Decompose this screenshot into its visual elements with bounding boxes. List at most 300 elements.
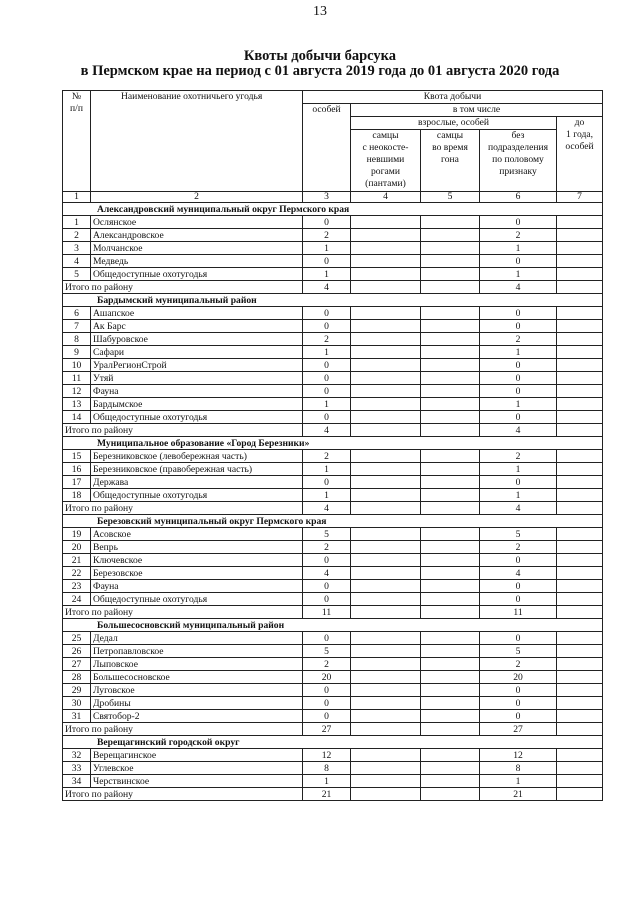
district-total-label: Итого по району (63, 424, 303, 437)
hunting-ground-name: Черствинское (91, 775, 303, 788)
table-row (63, 398, 603, 411)
table-row (63, 359, 603, 372)
quota-total: 5 (303, 645, 351, 658)
quota-col4 (351, 541, 421, 554)
row-number: 11 (63, 372, 91, 385)
section-header-row (63, 619, 603, 632)
quota-col4 (351, 775, 421, 788)
quota-col6: 2 (480, 450, 557, 463)
hunting-ground-name: Фауна (91, 385, 303, 398)
quota-col6: 0 (480, 372, 557, 385)
hunting-ground-name: Сафари (91, 346, 303, 359)
quota-total: 1 (303, 775, 351, 788)
row-number: 34 (63, 775, 91, 788)
table-row (63, 216, 603, 229)
quota-col6: 0 (480, 307, 557, 320)
table-row (63, 658, 603, 671)
district-total-row (63, 424, 603, 437)
table-row (63, 489, 603, 502)
quota-col4 (351, 307, 421, 320)
district-total-value: 4 (303, 281, 351, 294)
table-row (63, 632, 603, 645)
quota-col7 (557, 684, 603, 697)
quota-col6: 0 (480, 684, 557, 697)
quota-col5 (421, 710, 480, 723)
quota-col6: 1 (480, 775, 557, 788)
quota-total: 1 (303, 346, 351, 359)
quota-col4 (351, 411, 421, 424)
quota-col5 (421, 320, 480, 333)
header-quota: Квота добычи (303, 91, 603, 104)
district-total-row (63, 606, 603, 619)
district-total-col6: 4 (480, 502, 557, 515)
quota-col6: 0 (480, 710, 557, 723)
quota-total: 0 (303, 385, 351, 398)
hunting-ground-name: Верещагинское (91, 749, 303, 762)
quota-col4 (351, 671, 421, 684)
quota-col7 (557, 554, 603, 567)
row-number: 30 (63, 697, 91, 710)
quota-col7 (557, 385, 603, 398)
quota-col6: 4 (480, 567, 557, 580)
quota-col6: 0 (480, 359, 557, 372)
quota-total: 0 (303, 710, 351, 723)
hunting-ground-name: Асовское (91, 528, 303, 541)
quota-col6: 1 (480, 242, 557, 255)
quota-col4 (351, 567, 421, 580)
quota-col7 (557, 268, 603, 281)
district-total-col6: 4 (480, 281, 557, 294)
table-row (63, 762, 603, 775)
quota-col7 (557, 710, 603, 723)
quota-col4 (351, 723, 421, 736)
row-number: 18 (63, 489, 91, 502)
quota-col5 (421, 333, 480, 346)
district-total-value: 4 (303, 424, 351, 437)
quota-col5 (421, 242, 480, 255)
row-number: 21 (63, 554, 91, 567)
quota-col5 (421, 671, 480, 684)
quota-total: 0 (303, 697, 351, 710)
quota-col4 (351, 255, 421, 268)
hunting-ground-name: Березовское (91, 567, 303, 580)
quota-col5 (421, 229, 480, 242)
quota-col7 (557, 775, 603, 788)
quota-col5 (421, 476, 480, 489)
quota-col4 (351, 398, 421, 411)
quota-total: 0 (303, 593, 351, 606)
quota-col7 (557, 346, 603, 359)
district-total-value: 4 (303, 502, 351, 515)
quota-col7 (557, 450, 603, 463)
hunting-ground-name: Углевское (91, 762, 303, 775)
quota-col7 (557, 671, 603, 684)
row-number: 14 (63, 411, 91, 424)
quota-total: 1 (303, 489, 351, 502)
quota-col4 (351, 320, 421, 333)
quota-col4 (351, 593, 421, 606)
table-row (63, 255, 603, 268)
hunting-ground-name: Ослянское (91, 216, 303, 229)
quota-col5 (421, 567, 480, 580)
row-number: 4 (63, 255, 91, 268)
quota-col6: 1 (480, 268, 557, 281)
quota-col7 (557, 645, 603, 658)
quota-col5 (421, 398, 480, 411)
header-total: особей (303, 104, 351, 192)
col-number: 7 (557, 192, 603, 203)
quota-col4 (351, 554, 421, 567)
hunting-ground-name: Молчанское (91, 242, 303, 255)
quota-col4 (351, 788, 421, 801)
hunting-ground-name: Березниковское (правобережная часть) (91, 463, 303, 476)
district-total-col6: 21 (480, 788, 557, 801)
quota-col4 (351, 450, 421, 463)
quota-total: 0 (303, 216, 351, 229)
section-title: Александровский муниципальный округ Пермского края (63, 203, 603, 216)
table-row (63, 697, 603, 710)
quota-col6: 2 (480, 333, 557, 346)
quota-col7 (557, 424, 603, 437)
quota-col4 (351, 697, 421, 710)
quota-col5 (421, 385, 480, 398)
quota-col7 (557, 632, 603, 645)
quota-col7 (557, 255, 603, 268)
table-row (63, 229, 603, 242)
section-header-row (63, 203, 603, 216)
hunting-ground-name: Александровское (91, 229, 303, 242)
quota-col6: 5 (480, 645, 557, 658)
quota-col4 (351, 242, 421, 255)
col-number: 2 (91, 192, 303, 203)
table-row (63, 684, 603, 697)
row-number: 24 (63, 593, 91, 606)
row-number: 27 (63, 658, 91, 671)
quota-col5 (421, 346, 480, 359)
quota-col7 (557, 307, 603, 320)
table-row (63, 333, 603, 346)
quota-col5 (421, 723, 480, 736)
quota-col6: 1 (480, 346, 557, 359)
quota-col4 (351, 424, 421, 437)
quota-total: 0 (303, 554, 351, 567)
quota-col5 (421, 268, 480, 281)
section-title: Муниципальное образование «Город Березники» (63, 437, 603, 450)
quota-col6: 0 (480, 476, 557, 489)
quota-total: 8 (303, 762, 351, 775)
row-number: 15 (63, 450, 91, 463)
quota-col7 (557, 281, 603, 294)
district-total-label: Итого по району (63, 502, 303, 515)
quota-col4 (351, 606, 421, 619)
district-total-label: Итого по району (63, 788, 303, 801)
table-row (63, 567, 603, 580)
quota-col7 (557, 463, 603, 476)
hunting-ground-name: Дробины (91, 697, 303, 710)
hunting-ground-name: Ак Барс (91, 320, 303, 333)
table-row (63, 749, 603, 762)
quota-col4 (351, 710, 421, 723)
quota-col4 (351, 645, 421, 658)
quota-col4 (351, 528, 421, 541)
quota-col5 (421, 489, 480, 502)
district-total-label: Итого по району (63, 606, 303, 619)
quota-total: 0 (303, 307, 351, 320)
table-row (63, 268, 603, 281)
quota-col6: 0 (480, 593, 557, 606)
section-title: Бардымский муниципальный район (63, 294, 603, 307)
quota-col4 (351, 749, 421, 762)
district-total-value: 11 (303, 606, 351, 619)
hunting-ground-name: Лыповское (91, 658, 303, 671)
quota-col5 (421, 593, 480, 606)
row-number: 25 (63, 632, 91, 645)
quota-col4 (351, 463, 421, 476)
hunting-ground-name: Держава (91, 476, 303, 489)
quota-col6: 0 (480, 580, 557, 593)
quota-col7 (557, 788, 603, 801)
section-header-row (63, 294, 603, 307)
hunting-ground-name: УралРегионСтрой (91, 359, 303, 372)
quota-col7 (557, 723, 603, 736)
table-row (63, 411, 603, 424)
quota-col6: 8 (480, 762, 557, 775)
quota-col5 (421, 749, 480, 762)
quota-col5 (421, 606, 480, 619)
header-col4: самцы с неокосте- невшими рогами (пантами) (351, 130, 421, 192)
hunting-ground-name: Общедоступные охотугодья (91, 268, 303, 281)
quota-col7 (557, 333, 603, 346)
quota-col4 (351, 372, 421, 385)
row-number: 16 (63, 463, 91, 476)
hunting-ground-name: Общедоступные охотугодья (91, 411, 303, 424)
quota-col5 (421, 307, 480, 320)
hunting-ground-name: Луговское (91, 684, 303, 697)
quota-total: 12 (303, 749, 351, 762)
table-row (63, 346, 603, 359)
district-total-label: Итого по району (63, 281, 303, 294)
table-row (63, 775, 603, 788)
row-number: 1 (63, 216, 91, 229)
quota-total: 2 (303, 541, 351, 554)
quota-col7 (557, 372, 603, 385)
quota-col5 (421, 775, 480, 788)
hunting-ground-name: Петропавловское (91, 645, 303, 658)
section-header-row (63, 437, 603, 450)
row-number: 17 (63, 476, 91, 489)
quota-col6: 0 (480, 320, 557, 333)
quota-col5 (421, 697, 480, 710)
table-row (63, 528, 603, 541)
quota-col5 (421, 216, 480, 229)
district-total-col6: 4 (480, 424, 557, 437)
district-total-value: 27 (303, 723, 351, 736)
table-row (63, 450, 603, 463)
row-number: 13 (63, 398, 91, 411)
quota-col6: 1 (480, 463, 557, 476)
row-number: 23 (63, 580, 91, 593)
table-row (63, 307, 603, 320)
quota-col4 (351, 502, 421, 515)
quota-total: 1 (303, 268, 351, 281)
quota-total: 2 (303, 229, 351, 242)
quota-col4 (351, 385, 421, 398)
row-number: 5 (63, 268, 91, 281)
row-number: 19 (63, 528, 91, 541)
table-row (63, 671, 603, 684)
table-row (63, 385, 603, 398)
quota-col4 (351, 333, 421, 346)
row-number: 2 (63, 229, 91, 242)
quota-col4 (351, 762, 421, 775)
hunting-ground-name: Бардымское (91, 398, 303, 411)
quota-col5 (421, 541, 480, 554)
quota-col6: 2 (480, 229, 557, 242)
col-number: 1 (63, 192, 91, 203)
quota-col7 (557, 489, 603, 502)
district-total-value: 21 (303, 788, 351, 801)
quota-col5 (421, 658, 480, 671)
quota-col7 (557, 359, 603, 372)
quota-col6: 0 (480, 632, 557, 645)
quota-col4 (351, 281, 421, 294)
hunting-ground-name: Фауна (91, 580, 303, 593)
quota-col5 (421, 359, 480, 372)
district-total-row (63, 723, 603, 736)
row-number: 6 (63, 307, 91, 320)
quota-col7 (557, 658, 603, 671)
header-name: Наименование охотничьего угодья (91, 91, 303, 192)
quota-col5 (421, 762, 480, 775)
row-number: 28 (63, 671, 91, 684)
row-number: 3 (63, 242, 91, 255)
header-including: в том числе (351, 104, 603, 117)
quota-col6: 2 (480, 541, 557, 554)
table-row (63, 554, 603, 567)
district-total-col6: 11 (480, 606, 557, 619)
quota-total: 2 (303, 450, 351, 463)
quota-col7 (557, 242, 603, 255)
hunting-ground-name: Ашапское (91, 307, 303, 320)
quota-total: 4 (303, 567, 351, 580)
quota-col5 (421, 554, 480, 567)
hunting-ground-name: Утяй (91, 372, 303, 385)
quota-col7 (557, 528, 603, 541)
quota-col5 (421, 788, 480, 801)
district-total-row (63, 502, 603, 515)
row-number: 7 (63, 320, 91, 333)
quota-col4 (351, 580, 421, 593)
quota-col4 (351, 216, 421, 229)
table-row (63, 242, 603, 255)
quota-col7 (557, 541, 603, 554)
quota-col5 (421, 424, 480, 437)
quota-col5 (421, 255, 480, 268)
hunting-ground-name: Березниковское (левобережная часть) (91, 450, 303, 463)
quota-col7 (557, 320, 603, 333)
quota-col7 (557, 749, 603, 762)
quota-col7 (557, 476, 603, 489)
table-row (63, 463, 603, 476)
quota-col6: 1 (480, 398, 557, 411)
col-number: 5 (421, 192, 480, 203)
quota-col6: 0 (480, 216, 557, 229)
quota-col5 (421, 502, 480, 515)
quota-col7 (557, 580, 603, 593)
quota-table (62, 90, 603, 801)
section-header-row (63, 515, 603, 528)
table-row (63, 593, 603, 606)
quota-col7 (557, 229, 603, 242)
quota-col7 (557, 502, 603, 515)
header-adults: взрослые, особей (351, 117, 557, 130)
quota-col5 (421, 645, 480, 658)
quota-col7 (557, 567, 603, 580)
quota-col6: 2 (480, 658, 557, 671)
quota-total: 0 (303, 359, 351, 372)
quota-col6: 1 (480, 489, 557, 502)
quota-col5 (421, 528, 480, 541)
table-row (63, 710, 603, 723)
section-title: Верещагинский городской округ (63, 736, 603, 749)
quota-total: 20 (303, 671, 351, 684)
quota-col4 (351, 489, 421, 502)
quota-col7 (557, 762, 603, 775)
quota-total: 1 (303, 242, 351, 255)
table-row (63, 372, 603, 385)
quota-col4 (351, 684, 421, 697)
col-number: 6 (480, 192, 557, 203)
hunting-ground-name: Медведь (91, 255, 303, 268)
quota-total: 1 (303, 398, 351, 411)
row-number: 10 (63, 359, 91, 372)
quota-col6: 0 (480, 554, 557, 567)
hunting-ground-name: Ключевское (91, 554, 303, 567)
section-title: Большесосновский муниципальный район (63, 619, 603, 632)
quota-total: 0 (303, 372, 351, 385)
quota-col7 (557, 398, 603, 411)
quota-col7 (557, 697, 603, 710)
table-row (63, 645, 603, 658)
quota-col7 (557, 216, 603, 229)
quota-total: 5 (303, 528, 351, 541)
table-row (63, 320, 603, 333)
quota-col6: 0 (480, 697, 557, 710)
col-number: 3 (303, 192, 351, 203)
col-number: 4 (351, 192, 421, 203)
column-numbers-row (63, 192, 603, 203)
row-number: 22 (63, 567, 91, 580)
quota-col6: 0 (480, 411, 557, 424)
quota-col7 (557, 593, 603, 606)
quota-total: 2 (303, 333, 351, 346)
row-number: 26 (63, 645, 91, 658)
quota-col4 (351, 476, 421, 489)
row-number: 31 (63, 710, 91, 723)
header-col7: до 1 года, особей (557, 117, 603, 192)
row-number: 9 (63, 346, 91, 359)
header-col6: без подразделения по половому признаку (480, 130, 557, 192)
quota-col4 (351, 346, 421, 359)
district-total-row (63, 281, 603, 294)
document-title: Квоты добычи барсука (243, 48, 397, 64)
hunting-ground-name: Дедал (91, 632, 303, 645)
row-number: 29 (63, 684, 91, 697)
quota-col4 (351, 229, 421, 242)
quota-col7 (557, 411, 603, 424)
quota-col5 (421, 372, 480, 385)
hunting-ground-name: Вепрь (91, 541, 303, 554)
